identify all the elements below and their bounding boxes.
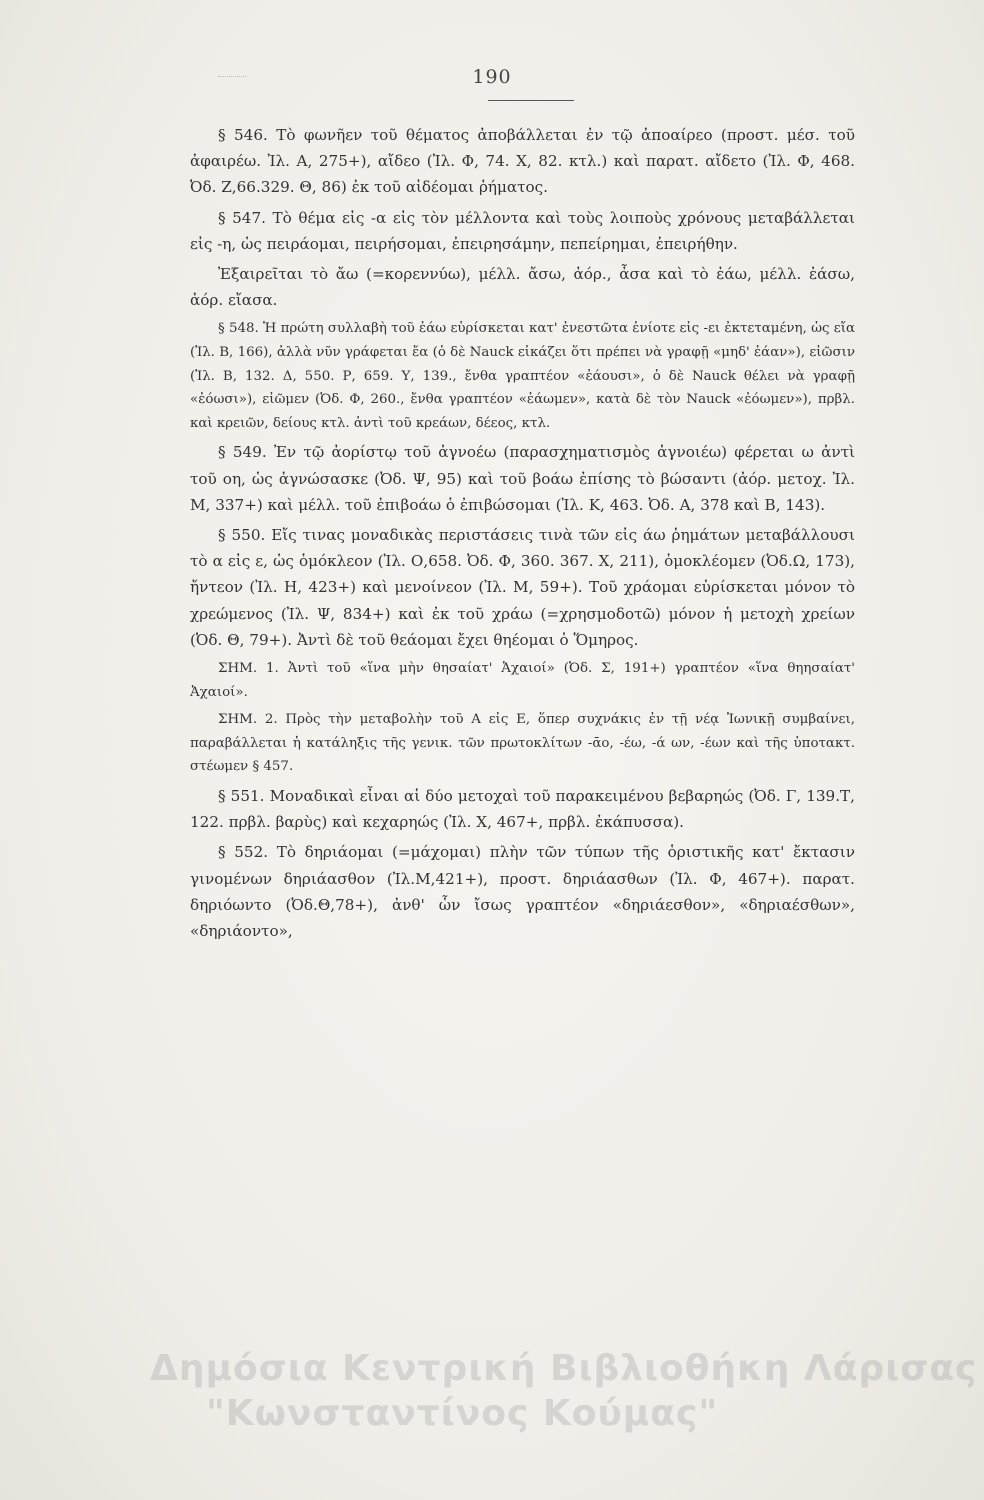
- paragraph-s552: § 552. Τὸ δηριάομαι (=μάχομαι) πλὴν τῶν τύπων τῆς ὁριστικῆς κατ' ἔκτασιν γινομένων δηριάασθον (Ἰλ.Μ,421+), προστ. δηριάασθων (Ἰλ. Φ, 467+). παρατ. δηριόωντο (Ὀδ.Θ,78+), ἀνθ' ὧν ἴσως γραπτέον «δηριάεσθον», «δηριαέσθων», «δηριάοντο»,: [190, 843, 855, 940]
- library-watermark-line1: Δημόσια Κεντρική Βιβλιοθήκη Λάρισας: [150, 1348, 978, 1389]
- body-text: [190, 122, 855, 944]
- paragraph-s551: § 551. Μοναδικαὶ εἶναι αἱ δύο μετοχαὶ τοῦ παρακειμένου βεβαρηώς (Ὀδ. Γ, 139.Τ, 122. πρβλ. βαρὺς) καὶ κεχαρηώς (Ἰλ. Χ, 467+, πρβλ. ἐκάπυσσα).: [190, 786, 855, 832]
- page-number: 190: [472, 66, 512, 88]
- header-rule: [488, 100, 574, 101]
- paragraph-s547b: Ἐξαιρεῖται τὸ ἄω (=κορεννύω), μέλλ. ἄσω, ἀόρ., ἆσα καὶ τὸ ἐάω, μέλλ. ἐάσω, ἀόρ. εἴασα.: [190, 265, 855, 310]
- paragraph-s549: § 549. Ἐν τῷ ἀορίστῳ τοῦ ἀγνοέω (παρασχηματισμὸς ἀγνοιέω) φέρεται ω ἀντὶ τοῦ οη, ὡς ἀγνώσασκε (Ὀδ. Ψ, 95) καὶ τοῦ βοάω ἐπίσης τὸ βώσαντι (ἀόρ. μετοχ. Ἰλ. Μ, 337+) καὶ μέλλ. τοῦ ἐπιβοάω ὁ ἐπιβώσομαι (Ἰλ. Κ, 463. Ὀδ. Α, 378 καὶ Β, 143).: [190, 443, 855, 514]
- paragraph-s550: § 550. Εἴς τινας μοναδικὰς περιστάσεις τινὰ τῶν εἰς άω ῥημάτων μεταβάλλουσι τὸ α εἰς ε, ὡς ὁμόκλεον (Ἰλ. Ο,658. Ὀδ. Φ, 360. 367. Χ, 211), ὁμοκλέομεν (Ὀδ.Ω, 173), ἤντεον (Ἰλ. Η, 423+) καὶ μενοίνεον (Ἰλ. Μ, 59+). Τοῦ χράομαι εὑρίσκεται μόνον τὸ χρεώμενος (Ἰλ. Ψ, 834+) καὶ ἐκ τοῦ χράω (=χρησμοδοτῶ) μόνον ἡ μετοχὴ χρείων (Ὀδ. Θ, 79+). Ἀντὶ δὲ τοῦ θεάομαι ἔχει θηέομαι ὁ Ὅμηρος.: [190, 526, 855, 649]
- paragraph-s548: § 548. Ἡ πρώτη συλλαβὴ τοῦ ἐάω εὑρίσκεται κατ' ἐνεστῶτα ἐνίοτε εἰς -ει ἐκτεταμένη, ὡς εἴα (Ἰλ. Β, 166), ἀλλὰ νῦν γράφεται ἔα (ὁ δὲ Nauck εἰκάζει ὅτι πρέπει νὰ γραφῇ «μηδ' ἐάαν»), εἰῶσιν (Ἰλ. Β, 132. Δ, 550. Ρ, 659. Υ, 139., ἔνθα γραπτέον «ἐάουσι», ὁ δὲ Nauck θέλει νὰ γραφῇ «ἐόωσι»), εἰῶμεν (Ὀδ. Φ, 260., ἔνθα γραπτέον «ἐάωμεν», κατὰ δὲ τὸν Nauck «ἐόωμεν»), πρβλ. καὶ κρειῶν, δείους κτλ. ἀντὶ τοῦ κρεάων, δέεος, κτλ.: [190, 321, 855, 431]
- library-watermark-line2: "Κωνσταντίνος Κούμας": [206, 1393, 719, 1434]
- paragraph-n2: ΣΗΜ. 2. Πρὸς τὴν μεταβολὴν τοῦ Α εἰς Ε, ὅπερ συχνάκις ἐν τῇ νέᾳ Ἰωνικῇ συμβαίνει, παραβάλλεται ἡ κατάληξις τῆς γενικ. τῶν πρωτοκλίτων -ᾱο, -έω, -ά ων, -έων καὶ τῆς ὑποτακτ. στέωμεν § 457.: [190, 712, 855, 775]
- paragraph-n1: ΣΗΜ. 1. Ἀντὶ τοῦ «ἵνα μὴν θησαίατ' Ἀχαιοί» (Ὀδ. Σ, 191+) γραπτέον «ἵνα θηησαίατ' Ἀχαιοί».: [190, 661, 855, 700]
- paragraph-s546: § 546. Τὸ φωνῆεν τοῦ θέματος ἀποβάλλεται ἐν τῷ ἀποαίρεο (προστ. μέσ. τοῦ ἀφαιρέω. Ἰλ. Α, 275+), αἴδεο (Ἰλ. Φ, 74. Χ, 82. κτλ.) καὶ παρατ. αἴδετο (Ἰλ. Φ, 468. Ὀδ. Ζ,66.329. Θ, 86) ἐκ τοῦ αἰδέομαι ῥήματος.: [190, 126, 855, 197]
- paragraph-s547: § 547. Τὸ θέμα εἰς -α εἰς τὸν μέλλοντα καὶ τοὺς λοιποὺς χρόνους μεταβάλλεται εἰς -η, ὡς πειράομαι, πειρήσομαι, ἐπειρησάμην, πεπείρημαι, ἐπειρήθην.: [190, 208, 855, 253]
